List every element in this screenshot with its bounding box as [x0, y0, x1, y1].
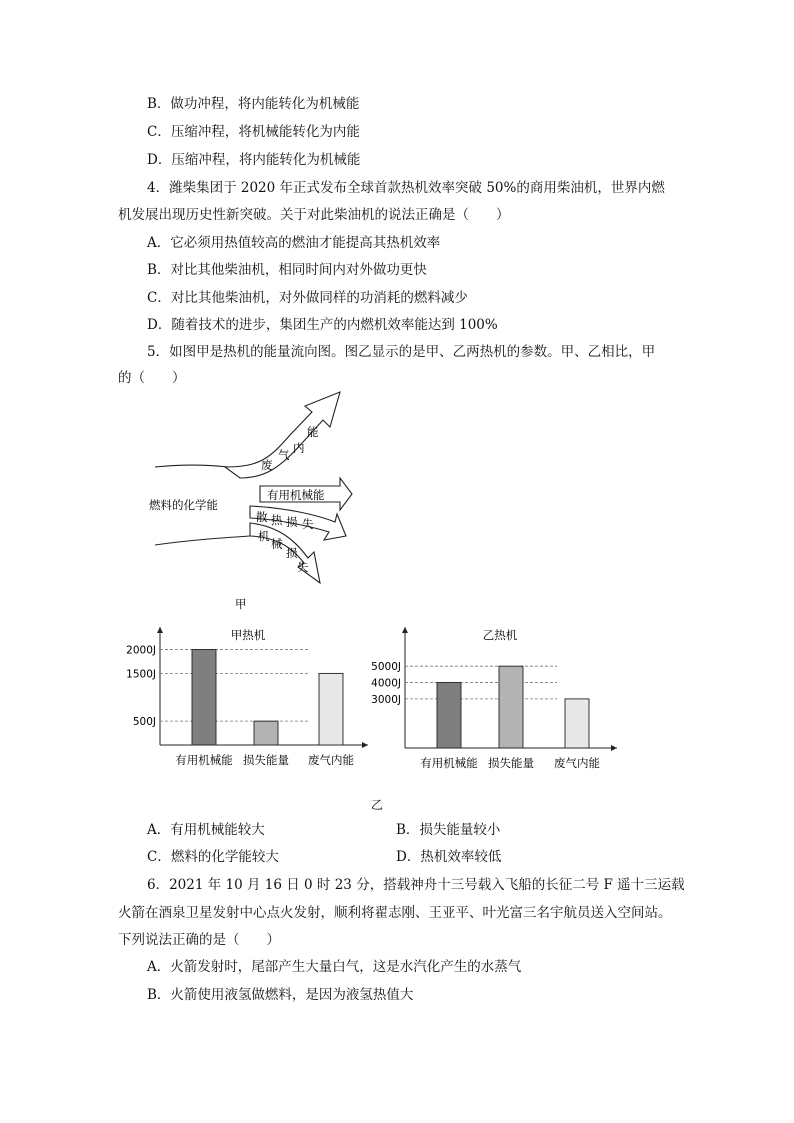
q6-stem-line1: 6．2021 年 10 月 16 日 0 时 23 分，搭载神舟十三号载入飞船的长征二号 F 遥十三运载 [147, 877, 685, 893]
q4-option-c: C．对比其他柴油机，对外做同样的功消耗的燃料减少 [147, 290, 468, 306]
mech-loss-char-1: 机 [258, 529, 270, 543]
x-axis-arrow [362, 742, 368, 748]
useful-energy-label: 有用机械能 [267, 488, 325, 502]
x-category-label: 损失能量 [243, 753, 289, 767]
q4-stem-line1: 4．潍柴集团于 2020 年正式发布全球首款热机效率突破 50%的商用柴油机，世界内燃 [147, 180, 665, 196]
bar-3 [319, 673, 343, 745]
x-category-label: 损失能量 [488, 756, 534, 770]
flow-input-top [155, 465, 228, 467]
mech-loss-char-3: 损 [286, 546, 298, 560]
q6-option-a: A．火箭发射时，尾部产生大量白气，这是水汽化产生的水蒸气 [147, 959, 522, 975]
x-category-label: 废气内能 [554, 756, 600, 770]
waste-gas-arrow [225, 392, 340, 478]
y-tick-label: 3000J [371, 693, 401, 706]
waste-gas-char-1: 废 [261, 458, 273, 472]
mech-loss-char-4: 失 [297, 560, 309, 574]
q4-option-a: A．它必须用热值较高的燃油才能提高其热机效率 [147, 235, 441, 251]
y-tick-label: 1500J [126, 668, 156, 681]
x-axis-arrow [611, 745, 617, 751]
q5-option-d: D．热机效率较低 [396, 849, 502, 865]
q3-option-b: B．做功冲程，将内能转化为机械能 [147, 96, 360, 112]
chart-title: 甲热机 [230, 628, 266, 642]
x-category-label: 有用机械能 [175, 753, 233, 767]
q6-stem-line3: 下列说法正确的是（ ） [118, 932, 280, 948]
y-tick-label: 500J [132, 716, 156, 729]
bar-1 [437, 683, 461, 748]
q5-stem-line1: 5．如图甲是热机的能量流向图。图乙显示的是甲、乙两热机的参数。甲、乙相比，甲 [147, 344, 656, 360]
bar-1 [192, 650, 216, 745]
q5-option-a: A．有用机械能较大 [147, 822, 265, 838]
energy-flow-diagram [140, 390, 380, 615]
heat-loss-char-3: 损 [286, 515, 298, 529]
y-tick-label: 2000J [126, 644, 156, 657]
q4-stem-line2: 机发展出现历史性新突破。关于对此柴油机的说法正确是（ ） [118, 207, 510, 223]
heat-loss-char-4: 失 [302, 517, 314, 531]
q5-option-c: C．燃料的化学能较大 [147, 849, 279, 865]
waste-gas-char-3: 内 [293, 441, 305, 455]
diagram-caption-jia: 甲 [235, 597, 247, 611]
bar-2 [254, 721, 278, 745]
q4-option-d: D．随着技术的进步，集团生产的内燃机效率能达到 100% [147, 317, 498, 333]
q3-option-c: C．压缩冲程，将机械能转化为内能 [147, 124, 360, 140]
y-tick-label: 4000J [371, 677, 401, 690]
q6-stem-line2: 火箭在酒泉卫星发射中心点火发射，顺利将翟志刚、王亚平、叶光富三名宇航员送入空间站。 [118, 905, 672, 921]
q6-option-b: B．火箭使用液氢做燃料，是因为液氢热值大 [147, 987, 414, 1003]
q3-option-d: D．压缩冲程，将内能转化为机械能 [147, 152, 361, 168]
y-tick-label: 5000J [371, 661, 401, 674]
waste-gas-char-2: 气 [278, 448, 290, 462]
x-category-label: 有用机械能 [420, 756, 478, 770]
charts-caption-yi: 乙 [371, 798, 384, 812]
y-axis-arrow [402, 627, 408, 633]
waste-gas-char-4: 能 [307, 425, 319, 439]
y-axis-arrow [157, 627, 163, 633]
heat-loss-char-1: 散 [256, 510, 268, 524]
bar-3 [565, 699, 589, 748]
bar-2 [499, 666, 523, 748]
flow-input-bottom [155, 536, 250, 545]
mech-loss-char-2: 械 [271, 537, 283, 551]
chart-title: 乙热机 [482, 628, 518, 642]
q5-option-b: B．损失能量较小 [396, 822, 501, 838]
x-category-label: 废气内能 [308, 753, 354, 767]
q5-stem-line2: 的（ ） [118, 370, 186, 386]
heat-engine-bar-charts [120, 620, 640, 780]
heat-loss-char-2: 热 [271, 513, 283, 527]
fuel-chemical-energy-label: 燃料的化学能 [149, 498, 218, 512]
q4-option-b: B．对比其他柴油机，相同时间内对外做功更快 [147, 262, 427, 278]
